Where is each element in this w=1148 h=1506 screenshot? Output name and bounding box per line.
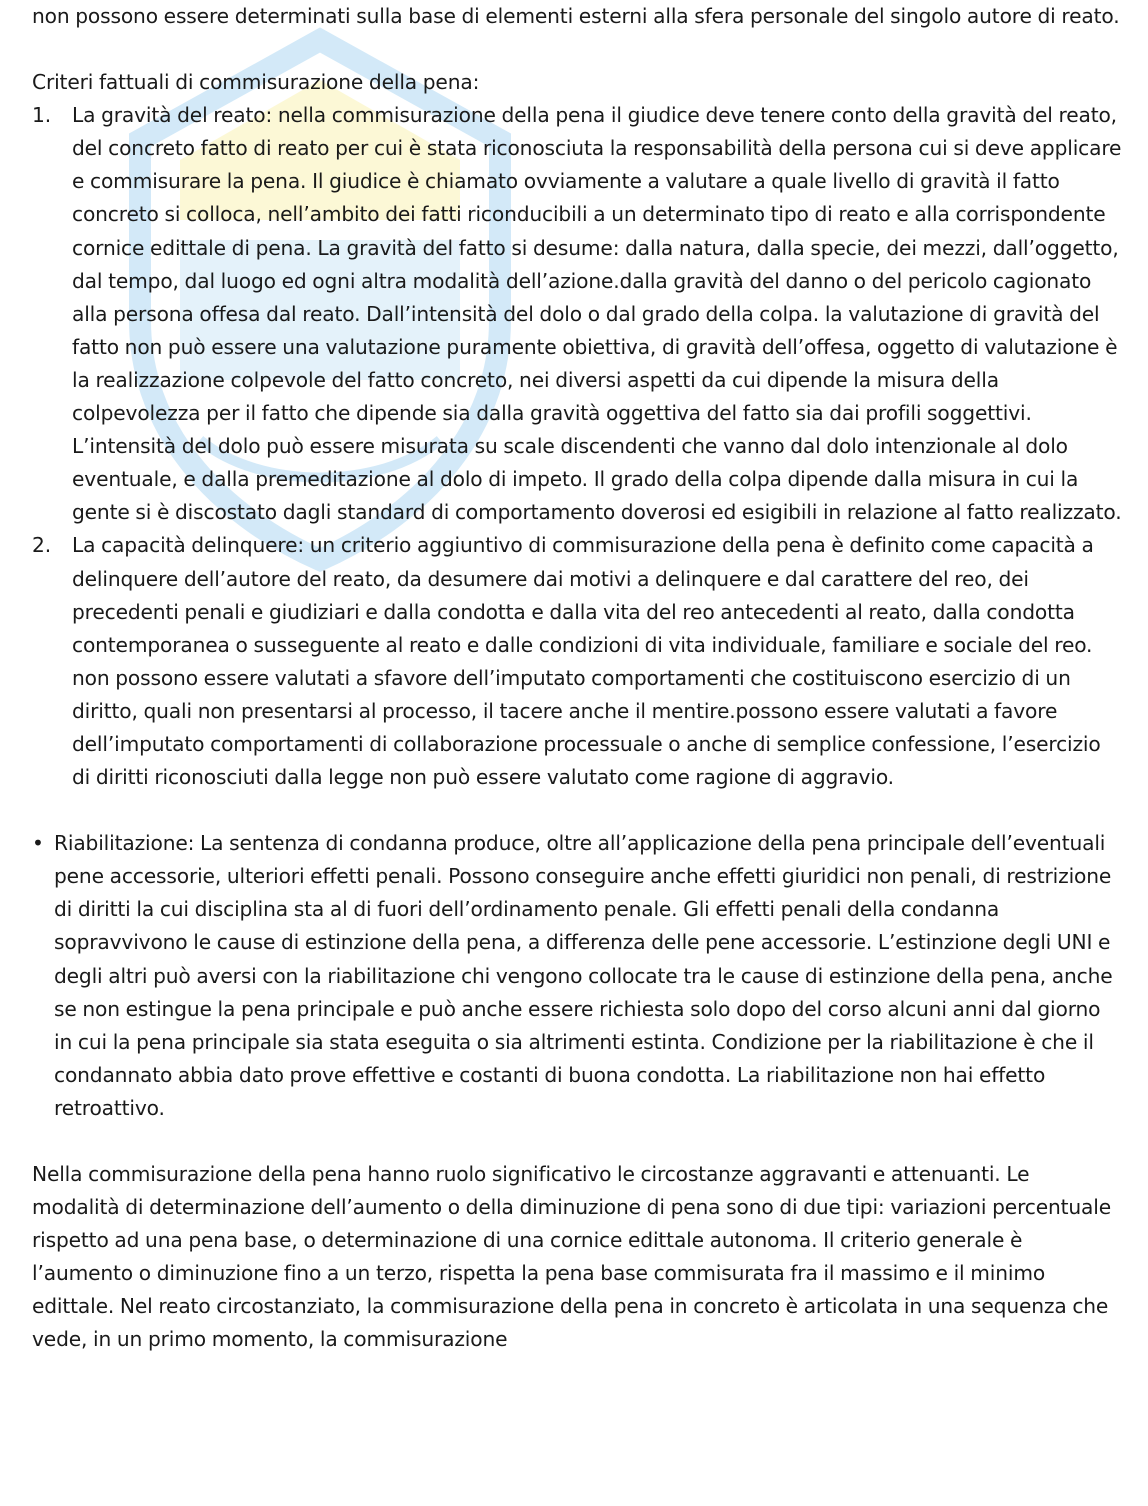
list-item-text: La capacità delinquere: un criterio aggiuntivo di commisurazione della pena è definito come capacità a delinquere dell’autore del reato, da desumere dai motivi a delinquere e dal carattere del reo, dei precedenti penali e giudiziari e dalla condotta e dalla vita del reo antecedenti al reato, dalla condotta contemporanea o susseguente al reato e dalle condizioni di vita individuale, familiare e sociale del reo. non possono essere valutati a sfavore dell’imputato comportamenti che costituiscono esercizio di un diritto, quali non presentarsi al processo, il tacere anche il mentire.possono essere valutati a favore dell’imputato comportamenti di collaborazione processuale o anche di semplice confessione, l’esercizio di diritti riconosciuti dalla legge non può essere valutato come ragione di aggravio. — [72, 533, 1101, 790]
intro-continuation: non possono essere determinati sulla base di elementi esterni alla sfera personale del singolo autore di reato. — [32, 4, 1120, 28]
list-item-text: La gravità del reato: nella commisurazione della pena il giudice deve tenere conto della gravità del reato, del concreto fatto di reato per cui è stata riconosciuta la responsabilità della persona cui si deve applicare e commisurare la pena. Il giudice è chiamato ovviamente a valutare a quale livello di gravità il fatto concreto si colloca, nell’ambito dei fatti riconducibili a un determinato tipo di reato e alla corrispondente cornice edittale di pena. La gravità del fatto si desume: dalla natura, dalla specie, dei mezzi, dall’oggetto, dal tempo, dal luogo ed ogni altra modalità dell’azione.dalla gravità del danno o del pericolo cagionato alla persona offesa dal reato. Dall’intensità del dolo o dal grado della colpa. la valutazione di gravità del fatto non può essere una valutazione puramente obiettiva, di gravità dell’offesa, oggetto di valutazione è la realizzazione colpevole del fatto concreto, nei diversi aspetti da cui dipende la misura della colpevolezza per il fatto che dipende sia dalla gravità oggettiva del fatto sia dai profili soggettivi. L’intensità del dolo può essere misurata su scale discendenti che vanno dal dolo intenzionale al dolo eventuale, e dalla premeditazione al dolo di impeto. Il grado della colpa dipende dalla misura in cui la gente si è discostato dagli standard di comportamento doverosi ed esigibili in relazione al fatto realizzato. — [72, 103, 1122, 525]
list-item-gravita — [32, 99, 1122, 529]
bullet-icon: • — [32, 831, 44, 856]
list-number: 1. — [32, 103, 51, 128]
spacer — [32, 33, 1122, 66]
list-number: 2. — [32, 533, 51, 558]
document-page — [32, 0, 1122, 1357]
bullet-item-text: Riabilitazione: La sentenza di condanna produce, oltre all’applicazione della pena principale dell’eventuali pene accessorie, ulteriori effetti penali. Possono conseguire anche effetti giuridici non penali, di restrizione di diritti la cui disciplina sta al di fuori dell’ordinamento penale. Gli effetti penali della condanna sopravvivono le cause di estinzione della pena, a differenza delle pene accessorie. L’estinzione degli UNI e degli altri può aversi con la riabilitazione chi vengono collocate tra le cause di estinzione della pena, anche se non estingue la pena principale e può anche essere richiesta solo dopo del corso alcuni anni dal giorno in cui la pena principale sia stata eseguita o sia altrimenti estinta. Condizione per la riabilitazione è che il condannato abbia dato prove effettive e costanti di buona condotta. La riabilitazione non hai effetto retroattivo. — [54, 831, 1113, 1120]
bullet-item-riabilitazione — [32, 827, 1122, 1125]
criteria-heading: Criteri fattuali di commisurazione della pena: — [32, 70, 480, 95]
closing-paragraph: Nella commisurazione della pena hanno ruolo significativo le circostanze aggravanti e attenuanti. Le modalità di determinazione dell’aumento o della diminuzione di pena sono di due tipi: variazioni percentuale rispetto ad una pena base, o determinazione di una cornice edittale autonoma. Il criterio generale è l’aumento o diminuzione fino a un terzo, rispetta la pena base commisurata fra il massimo e il minimo edittale. Nel reato circostanziato, la commisurazione della pena in concreto è articolata in una sequenza che vede, in un primo momento, la commisurazione — [32, 1162, 1112, 1352]
spacer — [32, 1125, 1122, 1158]
list-item-capacita — [32, 529, 1122, 794]
spacer — [32, 794, 1122, 827]
